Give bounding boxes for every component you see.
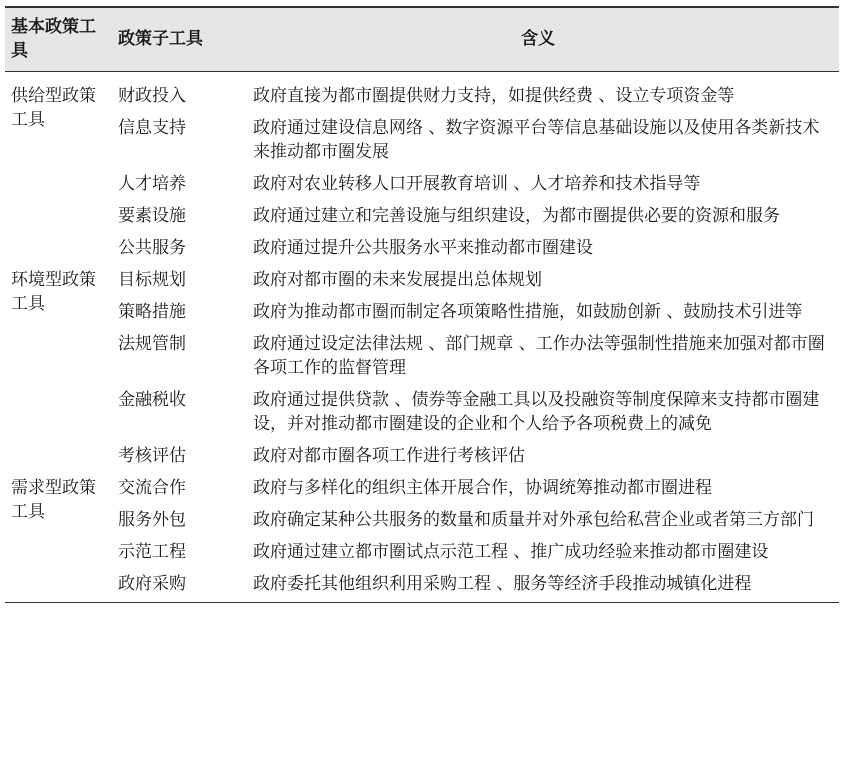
category-cell: 供给型政策工具 <box>11 85 96 130</box>
meaning-cell: 政府对都市圈的未来发展提出总体规划 <box>253 269 542 290</box>
sub-tool-cell: 政府采购 <box>106 572 237 603</box>
table-row <box>5 540 839 572</box>
sub-tool-cell: 要素设施 <box>118 205 186 226</box>
sub-tool-cell: 财政投入 <box>118 85 186 106</box>
header-basic-policy-tool: 基本政策工具 <box>5 7 106 71</box>
header-sub-tool: 政策子工具 <box>106 7 237 71</box>
meaning-cell: 政府对都市圈各项工作进行考核评估 <box>253 445 525 466</box>
meaning-cell: 政府直接为都市圈提供财力支持，如提供经费 、设立专项资金等 <box>253 85 735 106</box>
table-row <box>5 444 839 476</box>
header-meaning: 含义 <box>237 7 839 71</box>
meaning-cell: 政府通过建设信息网络 、数字资源平台等信息基础设施以及使用各类新技术来推动都市圈发展 <box>253 117 820 162</box>
sub-tool-cell: 示范工程 <box>118 541 186 562</box>
table-row <box>5 476 839 508</box>
table-row <box>5 332 839 388</box>
sub-tool-cell: 交流合作 <box>118 477 186 498</box>
sub-tool-cell: 策略措施 <box>118 301 186 322</box>
table-row <box>5 572 839 603</box>
table-row <box>5 172 839 204</box>
policy-tools-table <box>5 6 839 603</box>
sub-tool-cell: 公共服务 <box>118 237 186 258</box>
table-row <box>5 236 839 268</box>
sub-tool-cell: 考核评估 <box>118 445 186 466</box>
meaning-cell: 政府委托其他组织利用采购工程 、服务等经济手段推动城镇化进程 <box>237 572 839 603</box>
sub-tool-cell: 目标规划 <box>118 269 186 290</box>
sub-tool-cell: 法规管制 <box>118 333 186 354</box>
meaning-cell: 政府通过建立都市圈试点示范工程 、推广成功经验来推动都市圈建设 <box>253 541 769 562</box>
meaning-cell: 政府通过建立和完善设施与组织建设，为都市圈提供必要的资源和服务 <box>253 205 780 226</box>
table-row <box>5 388 839 444</box>
table-row <box>5 71 839 116</box>
table-body <box>5 71 839 602</box>
meaning-cell: 政府与多样化的组织主体开展合作，协调统筹推动都市圈进程 <box>253 477 712 498</box>
sub-tool-cell: 金融税收 <box>118 389 186 410</box>
category-cell: 环境型政策工具 <box>11 269 96 314</box>
meaning-cell: 政府为推动都市圈而制定各项策略性措施，如鼓励创新 、鼓励技术引进等 <box>253 301 803 322</box>
table-row <box>5 300 839 332</box>
meaning-cell: 政府通过提供贷款 、债券等金融工具以及投融资等制度保障来支持都市圈建设，并对推动都市圈建设的企业和个人给予各项税费上的减免 <box>253 389 820 434</box>
meaning-cell: 政府对农业转移人口开展教育培训 、人才培养和技术指导等 <box>253 173 701 194</box>
table-row <box>5 204 839 236</box>
policy-tools-table-container <box>5 6 839 603</box>
sub-tool-cell: 人才培养 <box>118 173 186 194</box>
category-cell: 需求型政策工具 <box>5 476 106 603</box>
meaning-cell: 政府通过提升公共服务水平来推动都市圈建设 <box>253 237 593 258</box>
sub-tool-cell: 服务外包 <box>118 509 186 530</box>
table-row <box>5 508 839 540</box>
table-row <box>5 116 839 172</box>
sub-tool-cell: 信息支持 <box>118 117 186 138</box>
meaning-cell: 政府通过设定法律法规 、部门规章 、工作办法等强制性措施来加强对都市圈各项工作的监督管理 <box>253 333 825 378</box>
meaning-cell: 政府确定某种公共服务的数量和质量并对外承包给私营企业或者第三方部门 <box>253 509 814 530</box>
table-header <box>5 7 839 71</box>
table-row <box>5 268 839 300</box>
header-row <box>5 7 839 71</box>
